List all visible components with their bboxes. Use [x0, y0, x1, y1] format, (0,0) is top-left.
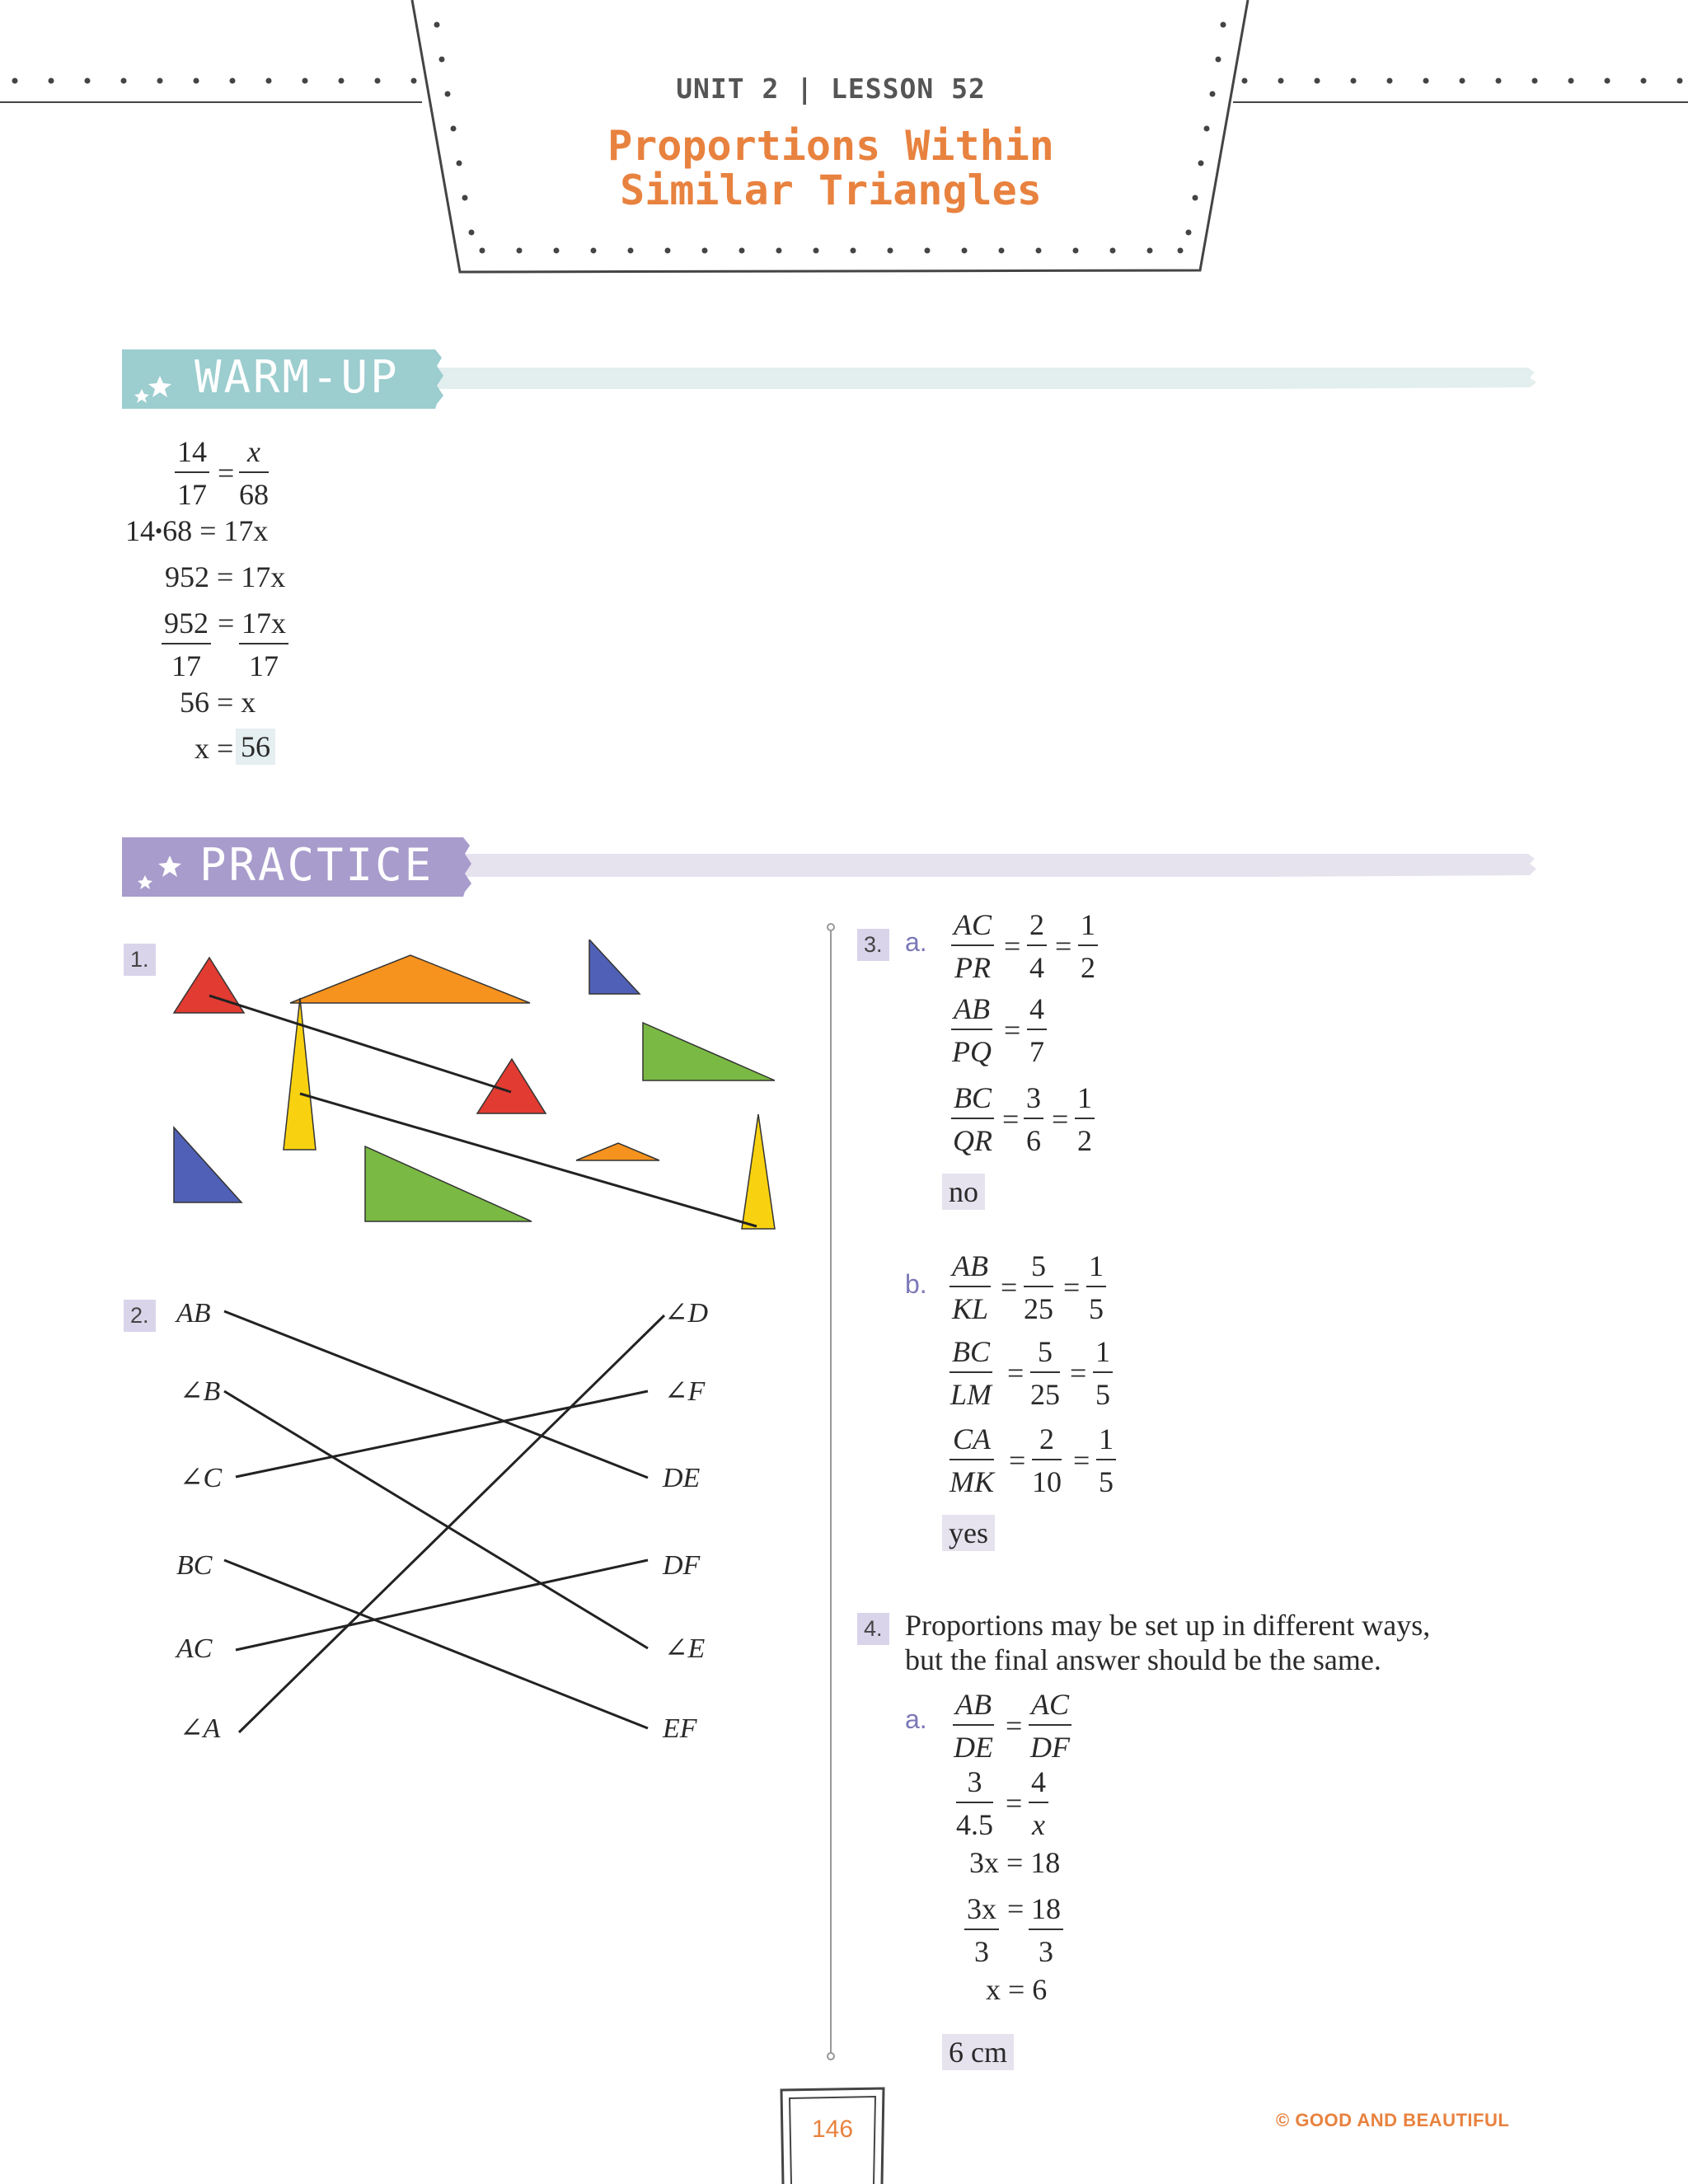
denominator: QR: [953, 1124, 992, 1157]
numerator: 1: [1078, 910, 1098, 946]
q2-left-angle-a: ∠A: [180, 1713, 221, 1744]
blue-triangle-small: [589, 940, 640, 994]
q4a-frac-3x-3: [964, 1894, 999, 1966]
denominator: 17: [249, 649, 279, 682]
warmup-title: WARM-UP: [195, 351, 400, 403]
blue-triangle-large: [174, 1127, 241, 1202]
numerator: 1: [1096, 1424, 1116, 1460]
q3a-frac-1-2b: [1075, 1083, 1095, 1155]
denominator: MK: [950, 1465, 994, 1498]
denominator: 17: [177, 478, 207, 511]
q2-left-angle-c: ∠C: [180, 1463, 223, 1493]
column-divider: [821, 921, 841, 2062]
numerator: x: [239, 437, 269, 473]
numerator: 5: [1024, 1251, 1053, 1287]
equals-sign: =: [1063, 1271, 1081, 1304]
numerator: AB: [950, 1251, 991, 1287]
equals-sign: =: [218, 457, 235, 490]
equals-sign: =: [1007, 1357, 1025, 1390]
q2-left-bc: BC: [176, 1550, 213, 1581]
numerator: 1: [1086, 1251, 1106, 1287]
page-number: 146: [811, 2116, 854, 2143]
equals-sign: =: [1009, 1444, 1026, 1477]
q4a-answer: 6 cm: [942, 2034, 1014, 2070]
q4a-frac-ab-de: [953, 1690, 994, 1762]
q2-right-ef: EF: [663, 1713, 697, 1744]
numerator: BC: [950, 1337, 992, 1373]
equals-sign: =: [1055, 930, 1072, 963]
denominator: LM: [950, 1378, 992, 1411]
numerator: 4: [1027, 994, 1047, 1030]
q2-right-df: DF: [663, 1550, 701, 1581]
q3a-frac-ac-pr: [951, 910, 994, 982]
q4a-step3: 3x = 18: [969, 1846, 1061, 1879]
equals-sign: =: [218, 607, 235, 640]
denominator: 3: [974, 1935, 989, 1968]
step2-left: 14: [125, 514, 155, 547]
q4a-frac-4-x: [1029, 1767, 1048, 1840]
denominator: 7: [1029, 1035, 1044, 1068]
match-line-red: [209, 996, 511, 1092]
warmup-frac-17x-17: [239, 608, 288, 681]
orange-triangle-wide: [290, 955, 530, 1003]
page-title-line2: Similar Triangles: [620, 166, 1042, 214]
numerator: 1: [1093, 1337, 1113, 1373]
q2-right-angle-e: ∠E: [664, 1633, 706, 1664]
q2-right-angle-f: ∠F: [664, 1376, 706, 1407]
q2-matching-lines: [206, 1302, 668, 1747]
numerator: 14: [175, 437, 209, 473]
q4a-frac-18-3: [1029, 1894, 1063, 1966]
equals-sign: =: [1007, 1892, 1025, 1925]
q4a-frac-ac-df: [1029, 1690, 1071, 1762]
denominator: 2: [1081, 951, 1095, 984]
numerator: AB: [951, 994, 992, 1030]
warmup-frac-952-17: [162, 608, 211, 681]
q2-right-angle-d: ∠D: [664, 1298, 709, 1329]
q3b-answer: yes: [942, 1515, 995, 1551]
question-4-number: 4.: [857, 1613, 889, 1645]
denominator: PR: [954, 951, 991, 984]
denominator: 4: [1029, 951, 1044, 984]
numerator: BC: [951, 1083, 994, 1119]
q3b-label: b.: [905, 1269, 927, 1299]
warmup-answer: 56: [236, 729, 275, 765]
q4a-frac-3-4point5: [956, 1767, 993, 1840]
denominator: 5: [1099, 1465, 1114, 1498]
q3b-frac-5-25b: [1030, 1337, 1060, 1409]
warmup-step5: 56 = x: [180, 686, 256, 719]
red-triangle-large: [477, 1059, 546, 1113]
denominator: 3: [1039, 1935, 1053, 1968]
denominator: KL: [951, 1292, 989, 1325]
numerator: 17x: [239, 608, 288, 644]
q4a-step5: x = 6: [986, 1973, 1048, 2006]
denominator: 68: [239, 478, 269, 511]
denominator: 25: [1030, 1378, 1060, 1411]
q3a-frac-1-2: [1078, 910, 1098, 982]
denominator: 25: [1024, 1292, 1053, 1325]
equals-sign: =: [1004, 930, 1021, 963]
green-triangle-upper: [643, 1023, 775, 1080]
question-2-number: 2.: [124, 1300, 156, 1332]
q4-text-line1: Proportions may be set up in different ways,: [905, 1609, 1431, 1642]
line-c-f: [236, 1391, 648, 1477]
q3b-frac-5-25: [1024, 1251, 1053, 1324]
equals-sign: =: [1070, 1357, 1087, 1390]
numerator: 952: [162, 608, 211, 644]
unit-lesson-label: UNIT 2 | LESSON 52: [676, 73, 986, 105]
equals-sign: =: [1006, 1709, 1023, 1742]
numerator: AB: [953, 1690, 994, 1726]
q3b-frac-1-5b: [1093, 1337, 1113, 1409]
denominator: 4.5: [956, 1808, 993, 1841]
q2-left-angle-b: ∠B: [180, 1376, 221, 1407]
warmup-step2: [125, 516, 268, 546]
q2-left-ab: AB: [176, 1298, 211, 1329]
denominator: 17: [171, 649, 201, 682]
warmup-step3: 952 = 17x: [165, 560, 286, 593]
warmup-answer-prefix: x =: [195, 732, 234, 765]
q3b-frac-2-10: [1032, 1424, 1062, 1497]
question-1-number: 1.: [124, 944, 156, 976]
q3a-frac-ab-pq: [951, 994, 992, 1066]
line-b-e: [224, 1391, 648, 1648]
equals-sign: =: [1006, 1787, 1023, 1820]
q3a-frac-2-4: [1027, 910, 1047, 982]
step2-right: 68 = 17x: [162, 514, 269, 547]
q4a-label: a.: [905, 1704, 927, 1734]
denominator: DE: [953, 1731, 993, 1764]
q3b-frac-bc-lm: [950, 1337, 992, 1409]
denominator: 6: [1026, 1124, 1041, 1157]
multiply-dot: •: [155, 519, 163, 543]
triangle-matching-figure: [165, 940, 791, 1244]
line-ac-df: [236, 1560, 648, 1650]
practice-title: PRACTICE: [199, 839, 434, 891]
red-triangle-small: [174, 958, 244, 1013]
equals-sign: =: [1004, 1014, 1021, 1047]
numerator: 3: [1024, 1083, 1043, 1119]
copyright-text: © GOOD AND BEAUTIFUL: [1276, 2110, 1510, 2130]
denominator: 5: [1089, 1292, 1104, 1325]
numerator: 3: [956, 1767, 993, 1803]
numerator: 18: [1029, 1894, 1063, 1930]
q3b-frac-1-5: [1086, 1251, 1106, 1324]
warmup-frac-x-68: [239, 437, 269, 509]
denominator: DF: [1030, 1731, 1070, 1764]
q3b-frac-1-5c: [1096, 1424, 1116, 1497]
q3a-answer: no: [942, 1174, 985, 1210]
numerator: 4: [1029, 1767, 1048, 1803]
denominator: PQ: [951, 1035, 992, 1068]
numerator: 2: [1027, 910, 1047, 946]
line-a-d: [239, 1315, 664, 1732]
denominator: 2: [1077, 1124, 1092, 1157]
equals-sign: =: [1001, 1271, 1018, 1304]
numerator: 1: [1075, 1083, 1095, 1119]
line-bc-ef: [224, 1560, 648, 1728]
numerator: CA: [950, 1424, 994, 1460]
warmup-frac-14-17: [175, 437, 209, 509]
q3a-frac-bc-qr: [951, 1083, 994, 1155]
q3b-frac-ab-kl: [950, 1251, 991, 1324]
q4-text-line2: but the final answer should be the same.: [905, 1643, 1381, 1676]
denominator: 10: [1032, 1465, 1062, 1498]
q2-left-ac: AC: [176, 1633, 213, 1664]
yellow-triangle-large: [742, 1114, 775, 1229]
denominator: x: [1032, 1808, 1045, 1841]
q3a-frac-4-7: [1027, 994, 1047, 1066]
equals-sign: =: [1073, 1444, 1090, 1477]
denominator: 5: [1095, 1378, 1110, 1411]
equals-sign: =: [1002, 1103, 1020, 1136]
q3a-label: a.: [905, 927, 927, 957]
numerator: AC: [951, 910, 994, 946]
equals-sign: =: [1052, 1103, 1069, 1136]
orange-triangle-small: [576, 1143, 659, 1160]
q2-right-de: DE: [663, 1463, 701, 1493]
q3a-frac-3-6: [1024, 1083, 1043, 1155]
numerator: AC: [1029, 1690, 1071, 1726]
question-3-number: 3.: [857, 929, 889, 961]
numerator: 3x: [964, 1894, 999, 1930]
green-triangle-lower: [365, 1146, 532, 1221]
numerator: 5: [1030, 1337, 1060, 1373]
numerator: 2: [1032, 1424, 1062, 1460]
q3b-frac-ca-mk: [950, 1424, 994, 1497]
page-title-line1: Proportions Within: [607, 122, 1054, 170]
